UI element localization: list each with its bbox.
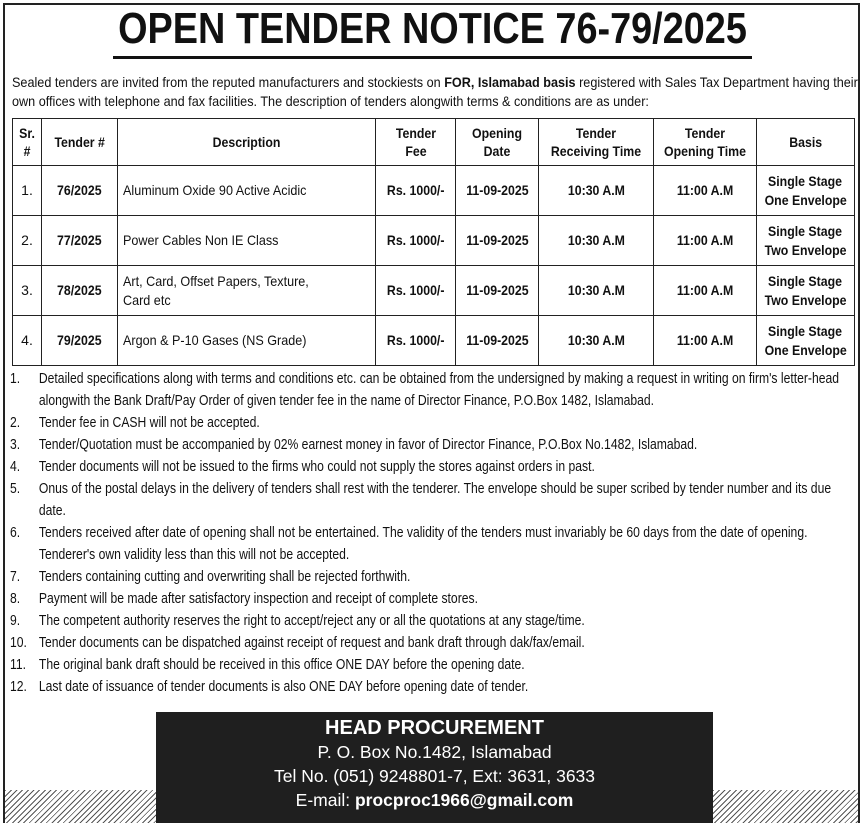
cell-tender: 76/2025 [42,166,118,216]
cell-fee: Rs. 1000/- [376,216,456,266]
footer-address: P. O. Box No.1482, Islamabad [317,742,552,762]
cell-opening-time: 11:00 A.M [654,166,757,216]
term-item: 4. Tender documents will not be issued to the firms who could not supply the stores against orders in past. [10,459,595,475]
intro-paragraph [12,73,858,111]
email-label: E-mail: [295,790,355,810]
contact-footer [156,712,713,823]
cell-date: 11-09-2025 [456,316,539,366]
cell-tender: 79/2025 [42,316,118,366]
header-tender: Tender # [42,119,118,166]
cell-description: Aluminum Oxide 90 Active Acidic [118,166,376,216]
table-header-row [13,119,855,166]
cell-basis: Single Stage One Envelope [757,166,855,216]
cell-date: 11-09-2025 [456,216,539,266]
term-item: 10. Tender documents can be dispatched against receipt of request and bank draft through dak/fax/email. [10,635,585,651]
notice-title: OPEN TENDER NOTICE 76-79/2025 [61,2,805,59]
header-description: Description [118,119,376,166]
intro-text-2: registered with Sales Tax Department having their own offices with telephone and fax facilities. The description of tenders alongwith terms & conditions are as under: [12,75,858,109]
header-sr: Sr. # [13,119,42,166]
term-item: 2. Tender fee in CASH will not be accepted. [10,415,260,431]
cell-fee: Rs. 1000/- [376,316,456,366]
terms-list [10,368,860,698]
tender-table [12,118,855,366]
term-item: 6. Tenders received after date of opening shall not be entertained. The validity of the tenders must invariably be 60 days from the date of opening. Tenderer's own validity less than this will not be accepted. [10,525,808,563]
term-item: 5. Onus of the postal delays in the delivery of tenders shall rest with the tenderer. The envelope should be super scribed by tender number and its due date. [10,481,832,519]
cell-basis: Single Stage Two Envelope [757,216,855,266]
email-address[interactable]: procproc1966@gmail.com [354,790,574,810]
cell-description: Art, Card, Offset Papers, Texture, Card etc [118,266,376,316]
cell-date: 11-09-2025 [456,166,539,216]
cell-sr: 4. [13,316,42,366]
header-opening-time: Tender Opening Time [654,119,757,166]
cell-fee: Rs. 1000/- [376,266,456,316]
cell-receiving-time: 10:30 A.M [539,166,654,216]
header-opening-date: Opening Date [456,119,539,166]
cell-fee: Rs. 1000/- [376,166,456,216]
header-receiving-time: Tender Receiving Time [539,119,654,166]
cell-tender: 77/2025 [42,216,118,266]
table-row [13,316,855,366]
cell-receiving-time: 10:30 A.M [539,266,654,316]
intro-text-1: Sealed tenders are invited from the reputed manufacturers and stockiests on [12,75,445,90]
term-item: 7. Tenders containing cutting and overwriting shall be rejected forthwith. [10,569,411,585]
term-item: 12. Last date of issuance of tender documents is also ONE DAY before opening date of tender. [10,679,529,695]
cell-tender: 78/2025 [42,266,118,316]
cell-receiving-time: 10:30 A.M [539,316,654,366]
intro-bold: FOR, Islamabad basis [444,75,576,90]
term-item: 9. The competent authority reserves the right to accept/reject any or all the quotations at any stage/time. [10,613,585,629]
term-item: 8. Payment will be made after satisfactory inspection and receipt of complete stores. [10,591,478,607]
cell-description: Argon & P-10 Gases (NS Grade) [118,316,376,366]
decorative-stripes-right [713,790,858,823]
term-item: 3. Tender/Quotation must be accompanied by 02% earnest money in favor of Director Finance, P.O.Box No.1482, Islamabad. [10,437,698,453]
footer-phone: Tel No. (051) 9248801-7, Ext: 3631, 3633 [273,766,596,786]
cell-receiving-time: 10:30 A.M [539,216,654,266]
cell-date: 11-09-2025 [456,266,539,316]
term-item: 11. The original bank draft should be received in this office ONE DAY before the opening date. [10,657,525,673]
cell-sr: 3. [13,266,42,316]
decorative-stripes-left [5,790,156,823]
footer-title: HEAD PROCUREMENT [325,717,544,739]
cell-description: Power Cables Non IE Class [118,216,376,266]
table-row [13,166,855,216]
cell-basis: Single Stage Two Envelope [757,266,855,316]
cell-sr: 1. [13,166,42,216]
header-fee: Tender Fee [376,119,456,166]
cell-opening-time: 11:00 A.M [654,316,757,366]
table-row [13,216,855,266]
table-row [13,266,855,316]
cell-basis: Single Stage One Envelope [757,316,855,366]
header-basis: Basis [757,119,855,166]
cell-opening-time: 11:00 A.M [654,266,757,316]
footer-email-line [156,788,713,812]
cell-sr: 2. [13,216,42,266]
term-item: 1. Detailed specifications along with terms and conditions etc. can be obtained from the undersigned by making a request in writing on firm's letter-head alongwith the Bank Draft/Pay Order of given tender fee in the name of Director Finance, P.O.Box 1482, Islamabad. [10,371,839,409]
cell-opening-time: 11:00 A.M [654,216,757,266]
